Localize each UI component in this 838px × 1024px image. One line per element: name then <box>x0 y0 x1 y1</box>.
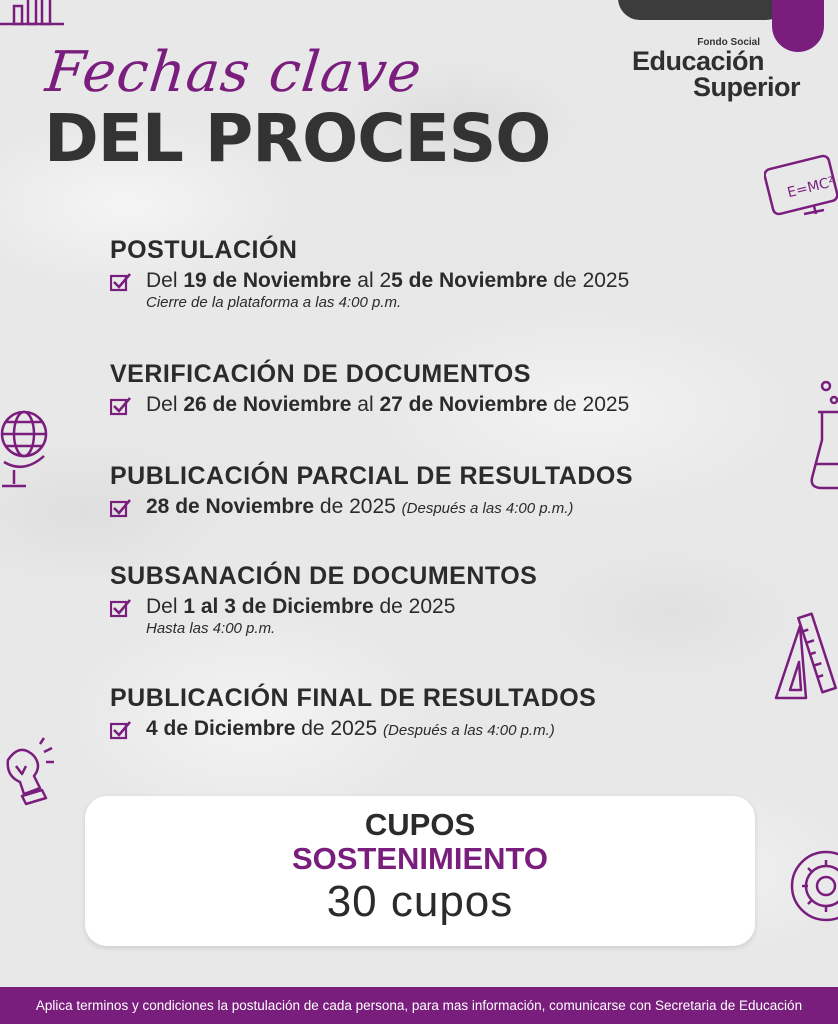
date-end: 27 de Noviembre <box>379 393 548 416</box>
date-start: 4 de Diciembre <box>146 717 296 740</box>
checkbox-icon <box>110 598 132 618</box>
date-start: 26 de Noviembre <box>183 393 352 416</box>
section-title: SUBSANACIÓN DE DOCUMENTOS <box>110 562 538 590</box>
section-verificacion <box>110 360 629 417</box>
section-note: Hasta las 4:00 p.m. <box>146 620 276 637</box>
logo-line-1: Educación <box>631 46 764 76</box>
checkbox-icon <box>110 498 132 518</box>
section-title: PUBLICACIÓN PARCIAL DE RESULTADOS <box>110 462 633 490</box>
cupos-card <box>85 796 755 946</box>
date-end: 5 de Noviembre <box>391 269 548 292</box>
checkbox-icon <box>110 720 132 740</box>
date-start: 19 de Noviembre <box>183 269 352 292</box>
section-date-line <box>110 393 629 417</box>
ruler-triangle-icon <box>770 606 838 702</box>
section-date-line <box>110 269 629 293</box>
date-mid: al <box>351 393 380 416</box>
footer-disclaimer: Aplica terminos y condiciones la postulación de cada persona, para mas información, comunicarse con Secretaria de Educación <box>0 987 838 1024</box>
globe-icon <box>0 404 54 494</box>
inline-note: (Después a las 4:00 p.m.) <box>383 722 555 739</box>
checkbox-icon <box>110 396 132 416</box>
checkbox-icon <box>110 272 132 292</box>
section-date-line <box>110 717 596 741</box>
date-range: 1 al 3 de Diciembre <box>183 595 374 618</box>
inline-note: (Después a las 4:00 p.m.) <box>401 500 574 517</box>
date-pre: Del <box>146 393 184 416</box>
date-mid: de 2025 <box>314 495 396 518</box>
cupos-heading: CUPOS <box>364 807 476 842</box>
section-title: PUBLICACIÓN FINAL DE RESULTADOS <box>110 684 597 712</box>
cupos-type: SOSTENIMIENTO <box>291 841 549 876</box>
logo <box>610 38 800 100</box>
section-subsanacion <box>110 562 537 637</box>
section-date-line <box>110 495 633 519</box>
bar-chart-icon <box>0 0 70 28</box>
flask-icon <box>806 378 838 494</box>
date-mid: al 2 <box>351 269 392 292</box>
date-post: de 2025 <box>547 393 630 416</box>
cupos-count: 30 cupos <box>326 877 514 926</box>
gear-circle-icon <box>786 846 838 926</box>
title-script: Fechas clave <box>42 40 426 105</box>
section-date-line <box>110 595 537 619</box>
section-publicacion-parcial <box>110 462 633 519</box>
date-post: de 2025 <box>547 269 630 292</box>
section-title: VERIFICACIÓN DE DOCUMENTOS <box>110 360 531 388</box>
logo-line-2: Superior <box>692 72 800 102</box>
section-postulacion <box>110 236 629 311</box>
page-title: DEL PROCESO <box>44 100 551 177</box>
logo-small-text: Fondo Social <box>697 37 760 48</box>
lightbulb-icon <box>0 736 56 812</box>
section-publicacion-final <box>110 684 596 741</box>
top-tab-shape <box>618 0 788 20</box>
date-pre: Del <box>146 269 184 292</box>
section-title: POSTULACIÓN <box>110 236 298 264</box>
date-mid: de 2025 <box>295 717 378 740</box>
monitor-formula-icon <box>764 148 838 230</box>
svg-text:E=MC²: E=MC² <box>785 174 837 202</box>
date-start: 28 de Noviembre <box>146 495 315 518</box>
date-mid: de 2025 <box>373 595 456 618</box>
section-note: Cierre de la plataforma a las 4:00 p.m. <box>146 294 402 311</box>
date-pre: Del <box>146 595 184 618</box>
